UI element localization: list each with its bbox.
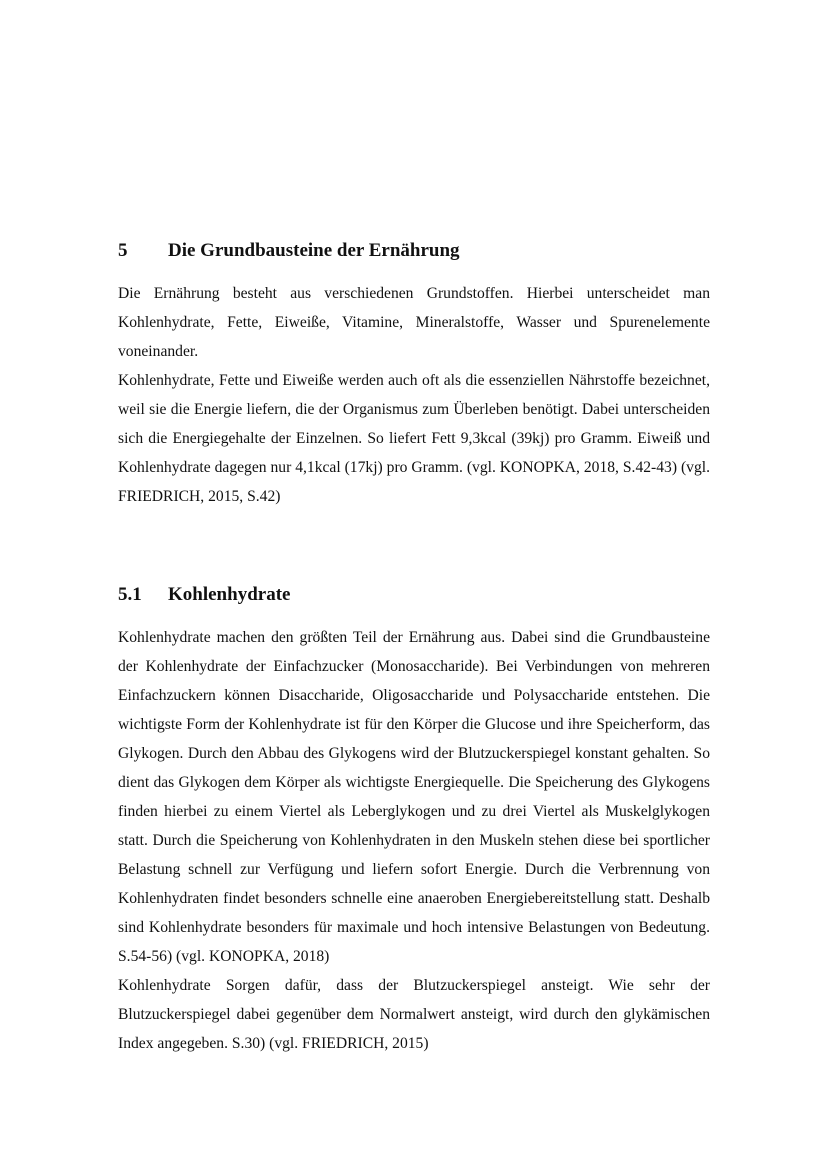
section-grundbausteine — [118, 238, 710, 511]
section-number: 5 — [118, 240, 128, 261]
section-heading — [118, 238, 710, 264]
section-title: Die Grundbausteine der Ernährung — [168, 240, 460, 261]
paragraph: Kohlenhydrate Sorgen dafür, dass der Blutzuckerspiegel ansteigt. Wie sehr der Blutzuckerspiegel dabei gegenüber dem Normalwert ansteigt, wird durch den glykämischen Index angegeben. S.30) (vgl. FRIEDRICH, 2015) — [118, 977, 710, 1052]
paragraph: Die Ernährung besteht aus verschiedenen Grundstoffen. Hierbei unterscheidet man Kohlenhydrate, Fette, Eiweiße, Vitamine, Mineralstoffe, Wasser und Spurenelemente voneinander. — [118, 285, 710, 360]
paragraph: Kohlenhydrate, Fette und Eiweiße werden auch oft als die essenziellen Nährstoffe bezeichnet, weil sie die Energie liefern, die der Organismus zum Überleben benötigt. Dabei unterscheiden sich die Energiegehalte der Einzelnen. So liefert Fett 9,3kcal (39kj) pro Gramm. Eiweiß und Kohlenhydrate dagegen nur 4,1kcal (17kj) pro Gramm. (vgl. KONOPKA, 2018, S.42-43) (vgl. FRIEDRICH, 2015, S.42) — [118, 372, 710, 505]
section-title: Kohlenhydrate — [168, 584, 291, 605]
section-number: 5.1 — [118, 584, 142, 605]
section-kohlenhydrate — [118, 582, 710, 1058]
paragraph: Kohlenhydrate machen den größten Teil der Ernährung aus. Dabei sind die Grundbausteine der Kohlenhydrate der Einfachzucker (Monosaccharide). Bei Verbindungen von mehreren Einfachzuckern können Disaccharide, Oligosaccharide und Polysaccharide entstehen. Die wichtigste Form der Kohlenhydrate ist für den Körper die Glucose und ihre Speicherform, das Glykogen. Durch den Abbau des Glykogens wird der Blutzuckerspiegel konstant gehalten. So dient das Glykogen dem Körper als wichtigste Energiequelle. Die Speicherung des Glykogens finden hierbei zu einem Viertel als Leberglykogen und zu drei Viertel als Muskelglykogen statt. Durch die Speicherung von Kohlenhydraten in den Muskeln stehen diese bei sportlicher Belastung schnell zur Verfügung und liefern sofort Energie. Durch die Verbrennung von Kohlenhydraten findet besonders schnelle eine anaeroben Energiebereitstellung statt. Deshalb sind Kohlenhydrate besonders für maximale und hoch intensive Belastungen von Bedeutung. S.54-56) (vgl. KONOPKA, 2018) — [118, 629, 710, 965]
section-heading — [118, 582, 710, 608]
